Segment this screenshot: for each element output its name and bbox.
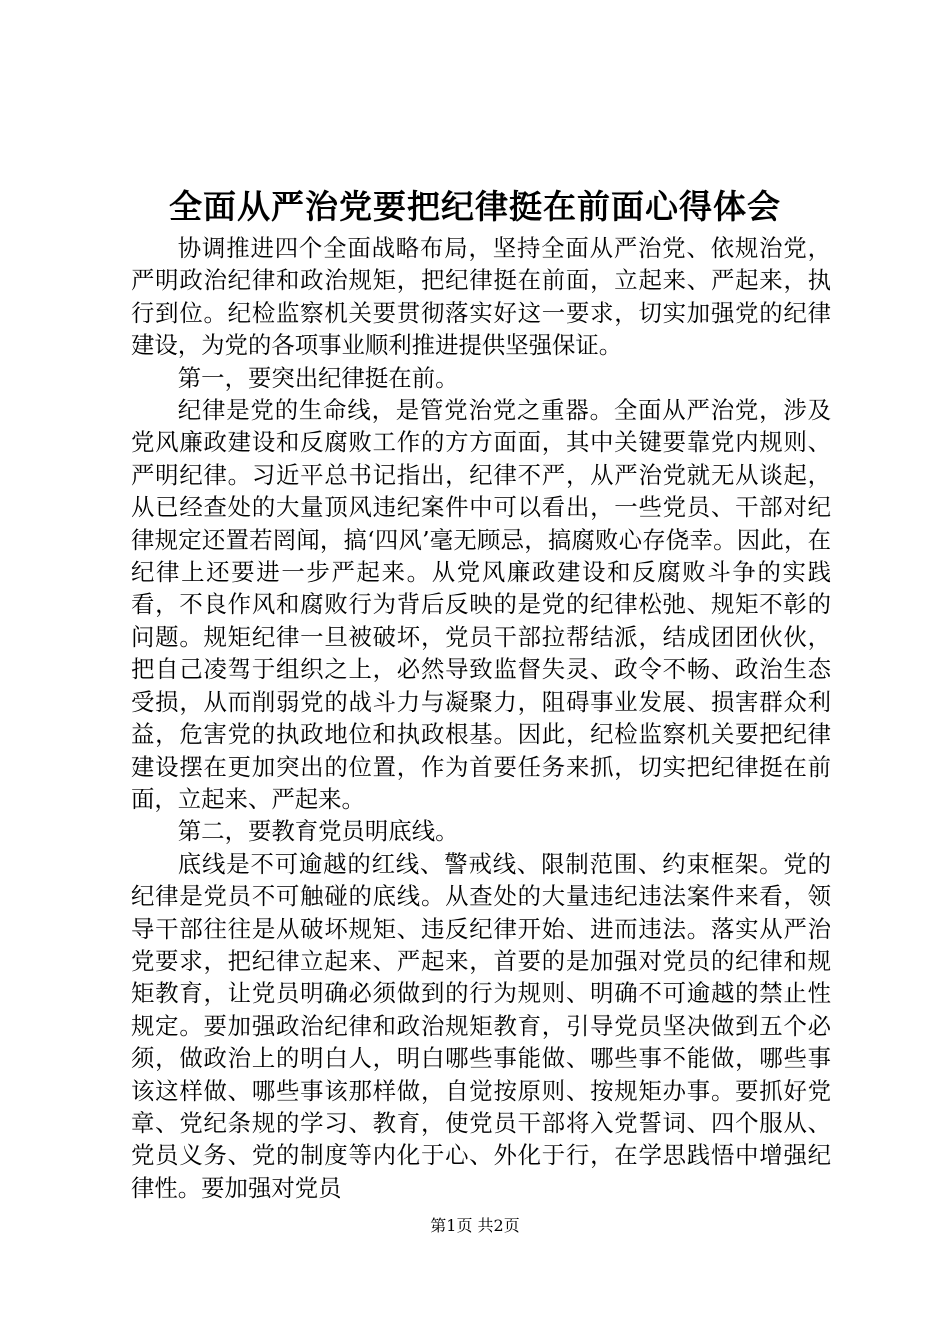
paragraph-intro: 协调推进四个全面战略布局，坚持全面从严治党、依规治党，严明政治纪律和政治规矩，把纪律挺在前面，立起来、严起来，执行到位。纪检监察机关要贯彻落实好这一要求，切实加强党的纪律建设，为党的各项事业顺利推进提供坚强保证。 [131, 234, 831, 360]
paragraph-first-section: 纪律是党的生命线，是管党治党之重器。全面从严治党，涉及党风廉政建设和反腐败工作的方方面面，其中关键要靠党内规则、严明纪律。习近平总书记指出，纪律不严，从严治党就无从谈起，从已经查处的大量顶风违纪案件中可以看出，一些党员、干部对纪律规定还置若罔闻，搞‘四风’毫无顾忌，搞腐败心存侥幸。因此，在纪律上还要进一步严起来。从党风廉政建设和反腐败斗争的实践看，不良作风和腐败行为背后反映的是党的纪律松弛、规矩不彰的问题。规矩纪律一旦被破坏，党员干部拉帮结派，结成团团伙伙，把自己凌驾于组织之上，必然导致监督失灵、政令不畅、政治生态受损，从而削弱党的战斗力与凝聚力，阻碍事业发展、损害群众利益，危害党的执政地位和执政根基。因此，纪检监察机关要把纪律建设摆在更加突出的位置，作为首要任务来抓，切实把纪律挺在前面，立起来、严起来。 [131, 396, 831, 813]
document-body [131, 232, 831, 1204]
section-heading-second: 第二，要教育党员明底线。 [177, 817, 459, 846]
page-footer: 第1页 共2页 [430, 1216, 520, 1235]
section-heading-first: 第一，要突出纪律挺在前。 [177, 363, 459, 392]
document-title: 全面从严治党要把纪律挺在前面心得体会 [169, 187, 781, 226]
paragraph-second-section: 底线是不可逾越的红线、警戒线、限制范围、约束框架。党的纪律是党员不可触碰的底线。从查处的大量违纪违法案件来看，领导干部往往是从破坏规矩、违反纪律开始、进而违法。落实从严治党要求，把纪律立起来、严起来，首要的是加强对党员的纪律和规矩教育，让党员明确必须做到的行为规则、明确不可逾越的禁止性规定。要加强政治纪律和政治规矩教育，引导党员坚决做到五个必须，做政治上的明白人，明白哪些事能做、哪些事不能做，哪些事该这样做、哪些事该那样做，自觉按原则、按规矩办事。要抓好党章、党纪条规的学习、教育，使党员干部将入党誓词、四个服从、党员义务、党的制度等内化于心、外化于行，在学思践悟中增强纪律性。要加强对党员 [131, 849, 831, 1202]
